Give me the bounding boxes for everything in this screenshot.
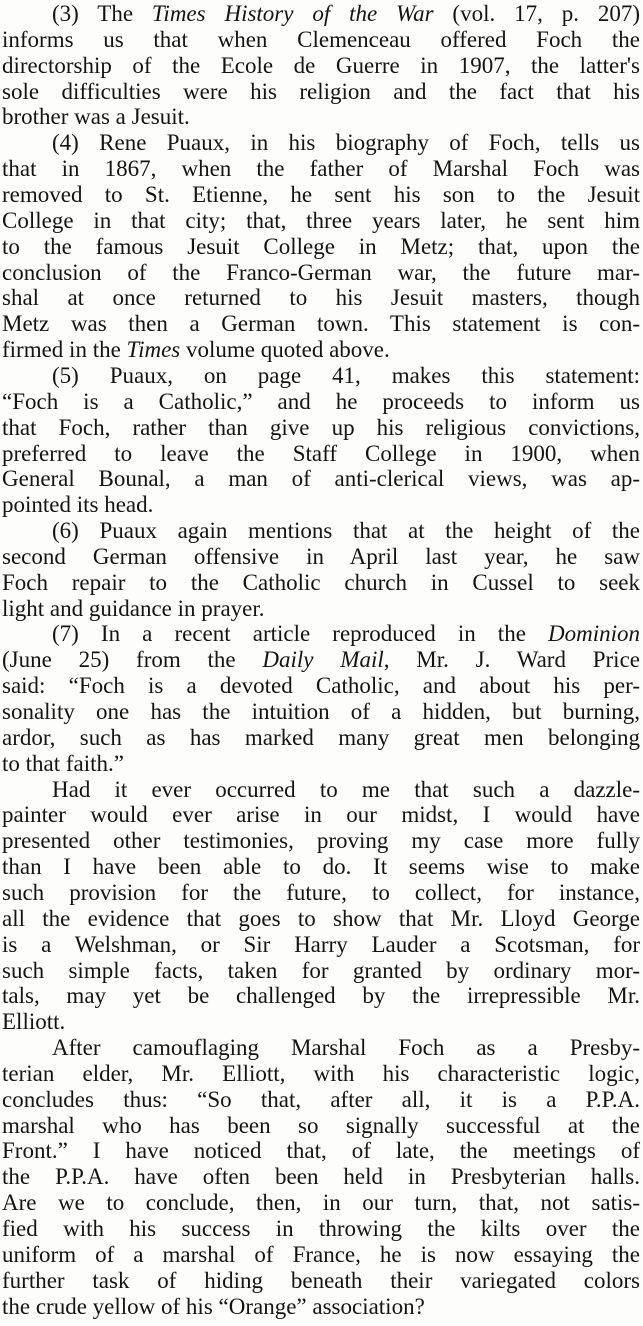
text-run: light and guidance in prayer. <box>2 595 265 621</box>
text-line <box>2 53 640 79</box>
text-run: (4) Rene Puaux, in his biography of Foch, tells us <box>52 130 640 156</box>
text-line <box>2 1242 640 1268</box>
text-run: “Foch is a Catholic,” and he proceeds to inform us <box>2 388 640 414</box>
text-line <box>2 673 640 699</box>
text-run: presented other testimonies, proving my case more fully <box>2 828 640 854</box>
text-run: volume quoted above. <box>180 337 390 363</box>
text-run: all the evidence that goes to show that Mr. Lloyd George <box>2 905 640 931</box>
text-line <box>2 854 640 880</box>
text-line <box>52 1035 640 1061</box>
text-line <box>2 1113 640 1139</box>
text-line <box>2 1087 640 1113</box>
text-line <box>2 544 640 570</box>
text-line <box>2 570 640 596</box>
text-line <box>2 208 640 234</box>
text-run: second German offensive in April last year, he saw <box>2 543 640 569</box>
text-line <box>2 828 640 854</box>
text-run: Front.” I have noticed that, of late, the meetings of <box>2 1138 640 1164</box>
italic-title: Dominion <box>548 621 640 647</box>
text-line <box>2 389 640 415</box>
text-line <box>2 1190 640 1216</box>
text-line <box>2 1009 640 1035</box>
text-line <box>2 596 640 622</box>
text-run: conclusion of the Franco-German war, the future mar- <box>2 259 640 285</box>
text-run: sonality one has the intuition of a hidden, but burning, <box>2 699 640 724</box>
text-line <box>2 104 640 130</box>
text-run: informs us that when Clemenceau offered Foch the <box>2 26 640 52</box>
text-run: Foch repair to the Catholic church in Cussel to seek <box>2 569 640 595</box>
text-run: such provision for the future, to collect, for instance, <box>2 879 640 905</box>
text-line <box>2 260 640 286</box>
text-line <box>52 1 640 27</box>
text-line <box>2 983 640 1009</box>
italic-title: Times History of the War <box>151 1 434 26</box>
text-run: concludes thus: “So that, after all, it is a P.P.A. <box>2 1086 640 1112</box>
text-line <box>2 1268 640 1294</box>
text-run: said: “Foch is a devoted Catholic, and about his per- <box>2 673 640 699</box>
text-run: (6) Puaux again mentions that at the height of the <box>52 518 640 543</box>
text-line <box>52 777 640 803</box>
text-line <box>2 1216 640 1242</box>
text-run: After camouflaging Marshal Foch as a Presby- <box>52 1035 640 1060</box>
text-run: marshal who has been so signally successful at the <box>2 1112 640 1138</box>
text-run: College in that city; that, three years later, he sent him <box>2 207 640 233</box>
text-line <box>2 1138 640 1164</box>
text-run: removed to St. Etienne, he sent his son to the Jesuit <box>2 182 640 207</box>
text-run: further task of hiding beneath their variegated colors <box>2 1267 640 1293</box>
text-run: than I have been able to do. It seems wise to make <box>2 854 640 880</box>
text-line <box>2 156 640 182</box>
text-run: to the famous Jesuit College in Metz; that, upon the <box>2 233 640 259</box>
text-run: firmed in the <box>2 337 127 363</box>
text-run: (3) The <box>52 1 152 26</box>
text-line <box>2 751 640 777</box>
text-run: that Foch, rather than give up his religious convictions, <box>2 414 640 440</box>
text-run: fied with his success in throwing the kilts over the <box>2 1216 640 1241</box>
text-line <box>2 880 640 906</box>
text-run: Are we to conclude, then, in our turn, that, not satis- <box>2 1190 640 1216</box>
text-line <box>2 337 640 363</box>
text-run: ardor, such as has marked many great men belonging <box>2 724 640 750</box>
text-line <box>2 1061 640 1087</box>
text-run: uniform of a marshal of France, he is now essaying the <box>2 1241 640 1267</box>
text-run: pointed its head. <box>2 492 154 518</box>
text-run: sole difficulties were his religion and the fact that his <box>2 78 640 104</box>
text-line <box>52 130 640 156</box>
text-line <box>2 906 640 932</box>
text-line <box>2 699 640 725</box>
text-line <box>2 234 640 260</box>
text-run: Had it ever occurred to me that such a dazzle- <box>52 776 640 802</box>
text-line <box>52 363 640 389</box>
text-line <box>2 182 640 208</box>
text-line <box>2 466 640 492</box>
text-run: , Mr. J. Ward Price <box>383 647 640 673</box>
text-run: to that faith.” <box>2 750 124 776</box>
text-run: terian elder, Mr. Elliott, with his characteristic logic, <box>2 1060 640 1086</box>
text-line <box>2 802 640 828</box>
text-run: tals, may yet be challenged by the irrepressible Mr. <box>2 983 640 1009</box>
italic-title: Daily Mail <box>262 647 384 673</box>
text-run: painter would ever arise in our midst, I would have <box>2 802 640 828</box>
text-run: the crude yellow of his “Orange” association? <box>2 1293 425 1319</box>
text-run: is a Welshman, or Sir Harry Lauder a Scotsman, for <box>2 931 640 957</box>
text-line <box>2 27 640 53</box>
text-line <box>2 415 640 441</box>
text-line <box>2 79 640 105</box>
text-line <box>52 621 640 647</box>
text-run: General Bounal, a man of anti-clerical views, was ap- <box>2 466 640 492</box>
text-run: brother was a Jesuit. <box>2 104 190 130</box>
text-line <box>52 518 640 544</box>
text-line <box>2 958 640 984</box>
text-run: (vol. 17, p. 207) <box>433 1 640 26</box>
text-line <box>2 441 640 467</box>
text-run: Metz was then a German town. This statement is con- <box>2 311 640 337</box>
text-run: preferred to leave the Staff College in 1900, when <box>2 440 640 466</box>
text-line <box>2 1294 640 1320</box>
text-run: (June 25) from the <box>2 647 263 673</box>
text-line <box>2 932 640 958</box>
text-run: directorship of the Ecole de Guerre in 1907, the latter's <box>2 52 640 78</box>
text-run: that in 1867, when the father of Marshal Foch was <box>2 156 640 182</box>
text-line <box>2 647 640 673</box>
text-line <box>2 311 640 337</box>
text-run: such simple facts, taken for granted by ordinary mor- <box>2 957 640 983</box>
text-run: the P.P.A. have often been held in Presbyterian halls. <box>2 1164 640 1190</box>
text-line <box>2 1164 640 1190</box>
text-run: Elliott. <box>2 1009 66 1035</box>
text-line <box>2 725 640 751</box>
text-run: shal at once returned to his Jesuit masters, though <box>2 285 640 311</box>
italic-title: Times <box>126 337 181 363</box>
text-run: (7) In a recent article reproduced in the <box>52 621 548 647</box>
text-line <box>2 492 640 518</box>
text-line <box>2 285 640 311</box>
text-run: (5) Puaux, on page 41, makes this statement: <box>52 362 640 388</box>
